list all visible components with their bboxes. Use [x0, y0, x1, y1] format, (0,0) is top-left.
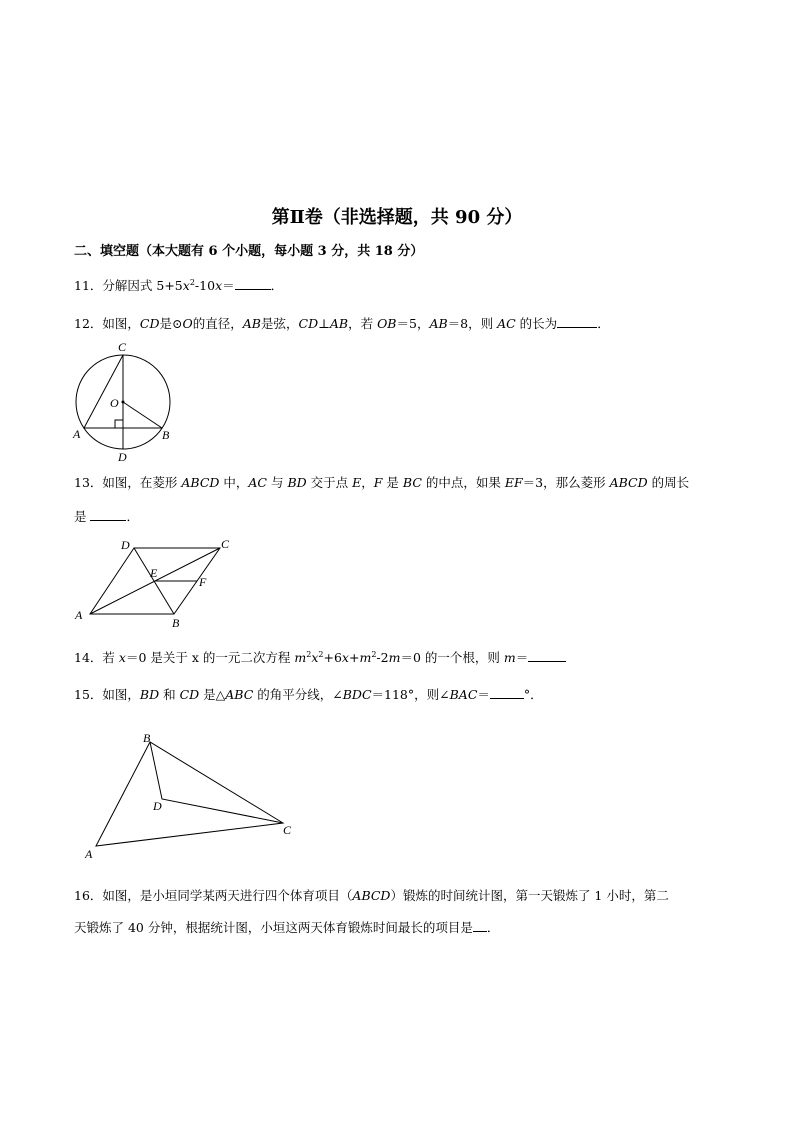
q13-text: ＝3，那么菱形 — [522, 475, 610, 490]
q14-var: m — [388, 650, 401, 665]
q14-text: 若 — [102, 650, 119, 665]
label-d: D — [121, 538, 130, 552]
q14-exp: 2 — [371, 649, 377, 659]
q13-text: 如图，在菱形 — [102, 475, 182, 490]
q12-text: 如图， — [102, 316, 140, 331]
q12-var: AC — [497, 316, 516, 331]
q15-text: °． — [523, 687, 543, 702]
q15-text: ＝118°，则∠ — [371, 687, 450, 702]
q14-exp: 2 — [318, 649, 324, 659]
q12-var: CD — [139, 316, 160, 331]
label-b: B — [143, 731, 151, 745]
question-14 — [74, 649, 566, 666]
page-title: 第Ⅱ卷（非选择题，共 90 分） — [271, 207, 523, 228]
q12-text: ＝8，则 — [447, 316, 498, 331]
q11-number: 11． — [74, 278, 103, 293]
q13-number: 13． — [74, 475, 103, 490]
q15-var: BDC — [342, 687, 372, 702]
q12-text: ＝5， — [396, 316, 430, 331]
q13-var: EF — [504, 475, 523, 490]
label-a: A — [85, 847, 93, 861]
q13-text: 的周长 — [647, 475, 690, 490]
q15-var: BAC — [449, 687, 478, 702]
q14-var: x — [118, 650, 126, 665]
question-15 — [74, 686, 543, 703]
q13-text: 中， — [219, 475, 249, 490]
question-16-line2 — [74, 919, 499, 936]
answer-blank[interactable] — [490, 686, 524, 699]
q14-text: +6 — [323, 650, 342, 665]
q16-text: ）锻炼的时间统计图，第一天锻炼了 1 小时，第二 — [390, 888, 669, 903]
q11-text: -10 — [194, 278, 216, 293]
q14-text: + — [348, 650, 360, 665]
line-ac — [84, 355, 123, 428]
q11-exp: 2 — [189, 277, 195, 287]
q16-text: 天锻炼了 40 分钟，根据统计图，小垣这两天体育锻炼时间最长的项目是 — [74, 920, 473, 935]
q15-var: ABC — [225, 687, 254, 702]
q14-text: ＝0 是关于 x 的一元二次方程 — [125, 650, 295, 665]
q14-var: m — [294, 650, 307, 665]
label-b: B — [172, 616, 180, 630]
q13-text: ． — [126, 509, 139, 524]
line-ob — [123, 402, 162, 428]
label-o: O — [110, 396, 119, 410]
q15-text: ＝ — [477, 687, 490, 702]
q11-text: ＝ — [222, 278, 235, 293]
label-d: D — [153, 799, 162, 813]
label-d: D — [118, 450, 127, 464]
q14-var: m — [359, 650, 372, 665]
q11-var: x — [215, 278, 223, 293]
q15-text: 的角平分线，∠ — [253, 687, 343, 702]
q12-text: 的长为 — [515, 316, 558, 331]
q13-var: ABCD — [609, 475, 648, 490]
q14-exp: 2 — [306, 649, 312, 659]
label-f: F — [199, 575, 207, 589]
q13-var: BD — [287, 475, 307, 490]
q16-text: ． — [486, 920, 500, 935]
triangle-abc — [96, 742, 283, 846]
question-13 — [74, 475, 689, 491]
q12-text: ，若 — [348, 316, 378, 331]
label-c: C — [283, 823, 292, 837]
q12-var: CD — [298, 316, 319, 331]
q13-text: 的中点，如果 — [421, 475, 505, 490]
section-head: 二、填空题 — [74, 244, 140, 259]
q12-var: AB — [242, 316, 261, 331]
figure-12-circle — [70, 340, 180, 465]
label-e: E — [150, 566, 158, 580]
q13-text: 是 — [382, 475, 403, 490]
answer-blank[interactable] — [235, 277, 271, 290]
section-note: （本大题有 6 个小题，每小题 3 分，共 18 分） — [139, 244, 424, 259]
q15-var: BD — [139, 687, 160, 702]
q13-text: 是 — [74, 509, 91, 524]
q16-var: ABCD — [352, 888, 391, 903]
q12-number: 12． — [74, 316, 103, 331]
q13-var: AC — [248, 475, 267, 490]
q12-text: 是⊙ — [159, 316, 183, 331]
question-16 — [74, 888, 669, 904]
q11-text: 分解因式 5+5 — [102, 278, 183, 293]
q12-text: ⊥ — [318, 316, 330, 331]
question-11 — [74, 277, 283, 294]
q13-text: 交于点 — [306, 475, 353, 490]
q15-text: 和 — [159, 687, 180, 702]
q15-var: CD — [179, 687, 200, 702]
answer-blank[interactable] — [90, 508, 126, 521]
q14-text: ＝0 的一个根，则 — [400, 650, 504, 665]
section-heading — [74, 240, 423, 259]
q13-text: 与 — [267, 475, 288, 490]
q13-var: BC — [402, 475, 422, 490]
q12-text: 是弦， — [260, 316, 299, 331]
label-c: C — [221, 537, 230, 551]
q11-text: ． — [270, 278, 284, 293]
q12-text: ． — [597, 316, 610, 331]
q12-text: 的直径， — [192, 316, 243, 331]
answer-blank[interactable] — [557, 315, 597, 328]
q13-text: ， — [361, 475, 374, 490]
q11-var: x — [182, 278, 190, 293]
q14-number: 14． — [74, 650, 103, 665]
q13-var: E — [352, 475, 362, 490]
center-dot — [122, 401, 125, 404]
q14-text: -2 — [376, 650, 389, 665]
q15-number: 15． — [74, 687, 103, 702]
label-a: A — [73, 427, 81, 441]
q15-text: 是△ — [199, 687, 226, 702]
figure-13-rhombus — [72, 536, 242, 631]
q12-var: AB — [429, 316, 448, 331]
label-c: C — [118, 340, 127, 354]
q12-var: AB — [329, 316, 349, 331]
q14-var: x — [311, 650, 319, 665]
label-a: A — [75, 608, 83, 622]
q15-text: 如图， — [102, 687, 140, 702]
answer-blank[interactable] — [473, 919, 487, 932]
q14-var: x — [341, 650, 349, 665]
right-angle-mark — [115, 420, 123, 428]
figure-15-triangle — [80, 728, 300, 863]
question-12 — [74, 315, 610, 332]
q14-var: m — [503, 650, 516, 665]
q12-var: OB — [377, 316, 397, 331]
q13-var: F — [373, 475, 383, 490]
q16-text: 如图，是小垣同学某两天进行四个体育项目（ — [102, 888, 353, 903]
answer-blank[interactable] — [528, 649, 566, 662]
q13-var: ABCD — [181, 475, 220, 490]
q14-text: ＝ — [515, 650, 529, 665]
question-13-line2 — [74, 508, 139, 525]
q16-number: 16． — [74, 888, 103, 903]
label-b: B — [162, 428, 170, 442]
q12-var: O — [182, 316, 193, 331]
